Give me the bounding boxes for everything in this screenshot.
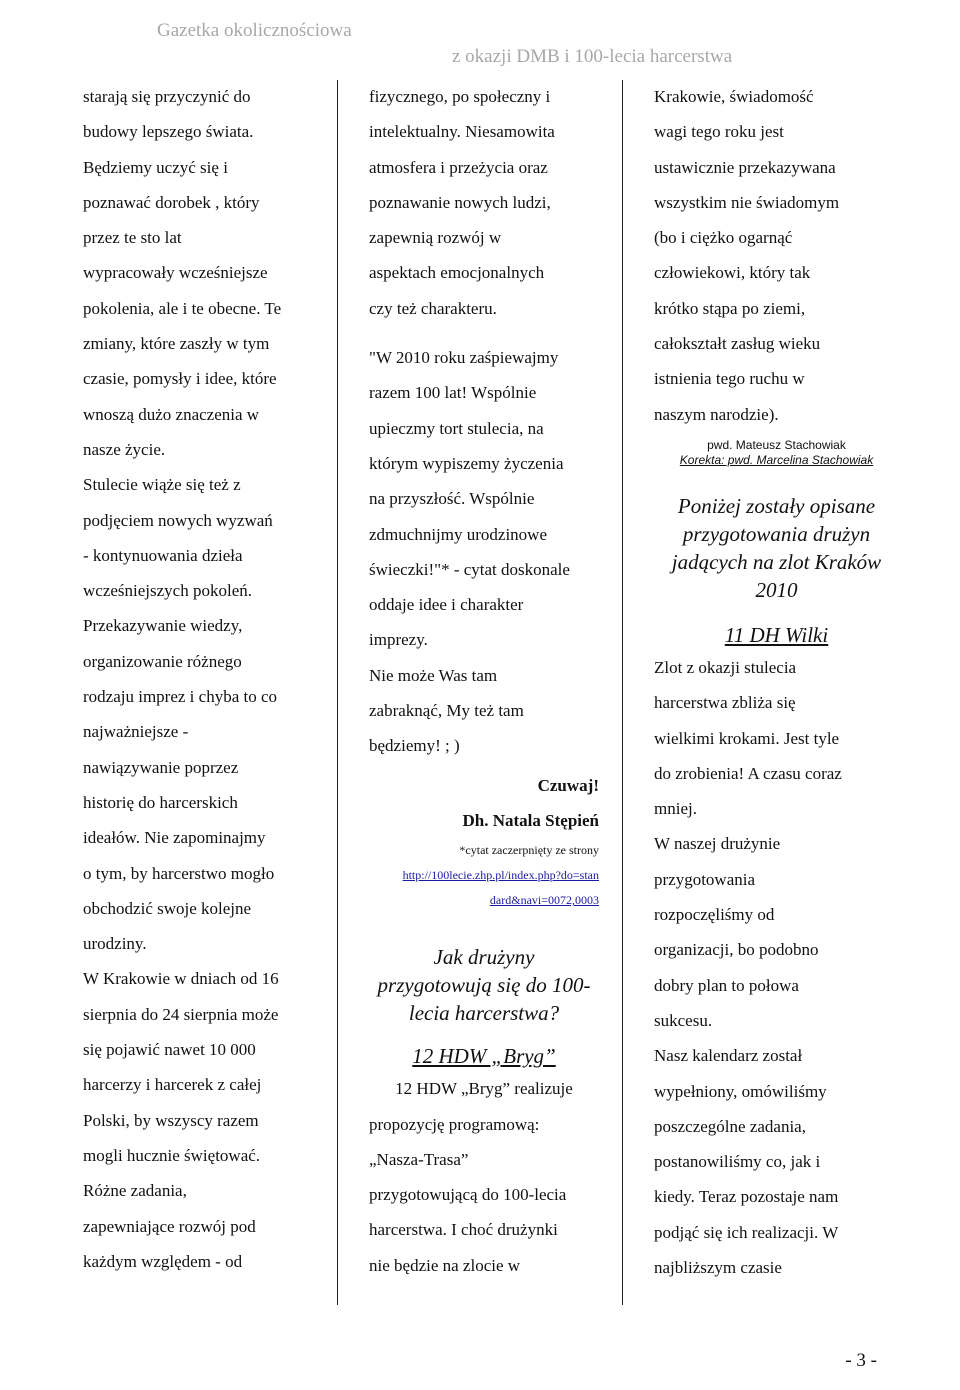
text-line: (bo i ciężko ogarnąć: [654, 228, 793, 248]
text-line: zdmuchnijmy urodzinowe: [369, 524, 547, 544]
text-line: harcerstwa. I choć drużynki: [369, 1220, 558, 1240]
text-line: zapewniające rozwój pod: [83, 1216, 256, 1236]
text-line: Poniżej zostały opisane: [677, 493, 876, 518]
text-line: obchodzić swoje kolejne: [83, 898, 252, 918]
column-divider: [622, 80, 623, 1305]
text-line: przygotowania: [654, 869, 756, 889]
text-line: Stulecie wiąże się też z: [83, 475, 241, 495]
column-left: [83, 79, 328, 1279]
text-line: przygotowania drużyn: [682, 521, 871, 546]
text-line: człowiekowi, który tak: [654, 263, 811, 283]
text-line: świeczki!"* - cytat doskonale: [369, 559, 570, 579]
text-line: kiedy. Teraz pozostaje nam: [654, 1187, 839, 1207]
text-line: "W 2010 roku zaśpiewajmy: [369, 348, 559, 368]
text-line: wszystkim nie świadomym: [654, 192, 840, 212]
text-line: Jak drużyny: [433, 945, 535, 970]
text-line: przygotowują się do 100-: [377, 973, 591, 998]
quote-block: [369, 340, 599, 764]
team-heading-wilki: 11 DH Wilki: [724, 622, 829, 647]
text-line: wcześniejszych pokoleń.: [83, 581, 252, 601]
article-continuation: [654, 79, 899, 432]
text-line: intelektualny. Niesamowita: [369, 122, 555, 142]
text-line: razem 100 lat! Wspólnie: [369, 383, 537, 403]
text-line: sierpnia do 24 sierpnia może: [83, 1004, 279, 1024]
team-heading-bryg: 12 HDW „Bryg”: [412, 1044, 556, 1069]
text-line: Zlot z okazji stulecia: [654, 657, 797, 677]
text-line: krótko stąpa po ziemi,: [654, 298, 806, 318]
column-right: [654, 79, 899, 1285]
text-line: imprezy.: [369, 630, 428, 650]
text-line: 2010: [755, 577, 798, 602]
text-line: czasie, pomysły i idee, które: [83, 369, 277, 389]
text-line: zabraknąć, My też tam: [369, 701, 524, 721]
article-continuation: [369, 79, 599, 326]
text-line: na przyszłość. Wspólnie: [369, 489, 535, 509]
page-number: - 3 -: [845, 1350, 877, 1371]
text-line: nie będzie na zlocie w: [369, 1255, 521, 1275]
text-line: wypełniony, omówiliśmy: [654, 1081, 827, 1101]
text-line: lecia harcerstwa?: [408, 1001, 560, 1026]
source-link-cont[interactable]: dard&navi=0072,0003: [489, 893, 599, 908]
text-line: urodziny.: [83, 934, 147, 954]
text-line: nawiązywanie poprzez: [83, 757, 239, 777]
text-line: Nasz kalendarz został: [654, 1046, 803, 1066]
column-divider: [337, 80, 338, 1305]
column-middle: [369, 79, 599, 1283]
text-line: dobry plan to połowa: [654, 975, 799, 995]
credit-author: pwd. Mateusz Stachowiak: [707, 437, 846, 452]
text-line: czy też charakteru.: [369, 298, 497, 318]
text-line: Będziemy uczyć się i: [83, 157, 228, 177]
text-line: postanowiliśmy co, jak i: [654, 1152, 821, 1172]
text-line: harcerstwa zbliża się: [654, 693, 796, 713]
text-line: nasze życie.: [83, 439, 166, 459]
text-line: poszczególne zadania,: [654, 1116, 806, 1136]
text-line: jadących na zlot Kraków: [671, 549, 882, 574]
text-line: wagi tego roku jest: [654, 122, 784, 142]
team-article-wilki: [654, 650, 899, 1285]
text-line: przygotowującą do 100-lecia: [369, 1185, 567, 1205]
source-note: *cytat zaczerpnięty ze strony: [459, 843, 599, 858]
text-line: atmosfera i przeżycia oraz: [369, 157, 548, 177]
credit-editor: Korekta: pwd. Marcelina Stachowiak: [679, 452, 874, 467]
text-line: - kontynuowania dzieła: [83, 545, 243, 565]
text-line: Różne zadania,: [83, 1181, 187, 1201]
text-line: podjęciem nowych wyzwań: [83, 510, 273, 530]
source-link[interactable]: http://100lecie.zhp.pl/index.php?do=stan: [402, 868, 599, 883]
text-line: się pojawić nawet 10 000: [83, 1040, 256, 1060]
text-line: Przekazywanie wiedzy,: [83, 616, 243, 636]
text-line: ustawicznie przekazywana: [654, 157, 836, 177]
text-line: wielkimi krokami. Jest tyle: [654, 728, 840, 748]
text-line: „Nasza-Trasa”: [369, 1149, 469, 1169]
text-line: mniej.: [654, 799, 697, 819]
text-line: budowy lepszego świata.: [83, 122, 254, 142]
text-line: najważniejsze -: [83, 722, 189, 742]
text-line: starają się przyczynić do: [83, 87, 251, 106]
team-article-bryg: [369, 1071, 599, 1283]
text-line: podjąć się ich realizacji. W: [654, 1222, 839, 1242]
text-line: Krakowie, świadomość: [654, 87, 814, 106]
text-line: organizacji, bo podobno: [654, 940, 819, 960]
text-line: którym wypiszemy życzenia: [369, 453, 564, 473]
text-line: o tym, by harcerstwo mogło: [83, 863, 275, 883]
intro-italic: [654, 492, 899, 604]
text-line: zapewnią rozwój w: [369, 228, 502, 248]
text-line: sukcesu.: [654, 1010, 713, 1030]
signoff: Czuwaj!: [537, 775, 599, 795]
text-line: poznawanie nowych ludzi,: [369, 192, 551, 212]
text-line: aspektach emocjonalnych: [369, 263, 545, 283]
text-line: całokształt zasług wieku: [654, 334, 821, 354]
text-line: przez te sto lat: [83, 228, 182, 248]
text-line: organizowanie różnego: [83, 651, 242, 671]
text-line: do zrobienia! A czasu coraz: [654, 763, 842, 783]
text-line: W naszej drużynie: [654, 834, 781, 854]
text-line: Nie może Was tam: [369, 665, 498, 685]
header-title-right: z okazji DMB i 100-lecia harcerstwa: [452, 46, 733, 67]
text-line: naszym narodzie).: [654, 404, 779, 424]
text-line: ideałów. Nie zapominajmy: [83, 828, 266, 848]
text-line: propozycję programową:: [369, 1114, 540, 1134]
text-line: Polski, by wszyscy razem: [83, 1110, 259, 1130]
text-line: rodzaju imprez i chyba to co: [83, 687, 278, 707]
text-line: rozpoczęliśmy od: [654, 905, 775, 925]
text-line: historię do harcerskich: [83, 792, 238, 812]
text-line: oddaje idee i charakter: [369, 595, 524, 615]
header-title-left: Gazetka okolicznościowa: [157, 20, 352, 41]
text-line: zmiany, które zaszły w tym: [83, 334, 270, 354]
text-line: 12 HDW „Bryg” realizuje: [395, 1079, 573, 1099]
text-line: będziemy! ; ): [369, 736, 460, 756]
text-line: najbliższym czasie: [654, 1258, 782, 1278]
text-line: poznawać dorobek , który: [83, 192, 260, 212]
author-signature: Dh. Natala Stępień: [462, 810, 599, 830]
text-line: istnienia tego ruchu w: [654, 369, 805, 389]
text-line: upieczmy tort stulecia, na: [369, 418, 544, 438]
section-title: [369, 943, 599, 1027]
text-line: W Krakowie w dniach od 16: [83, 969, 279, 989]
text-line: mogli hucznie świętować.: [83, 1145, 261, 1165]
text-line: harcerzy i harcerek z całej: [83, 1075, 262, 1095]
text-line: każdym względem - od: [83, 1251, 243, 1271]
text-line: fizycznego, po społeczny i: [369, 87, 551, 106]
text-line: pokolenia, ale i te obecne. Te: [83, 298, 282, 318]
text-line: wypracowały wcześniejsze: [83, 263, 268, 283]
text-line: wnoszą dużo znaczenia w: [83, 404, 260, 424]
